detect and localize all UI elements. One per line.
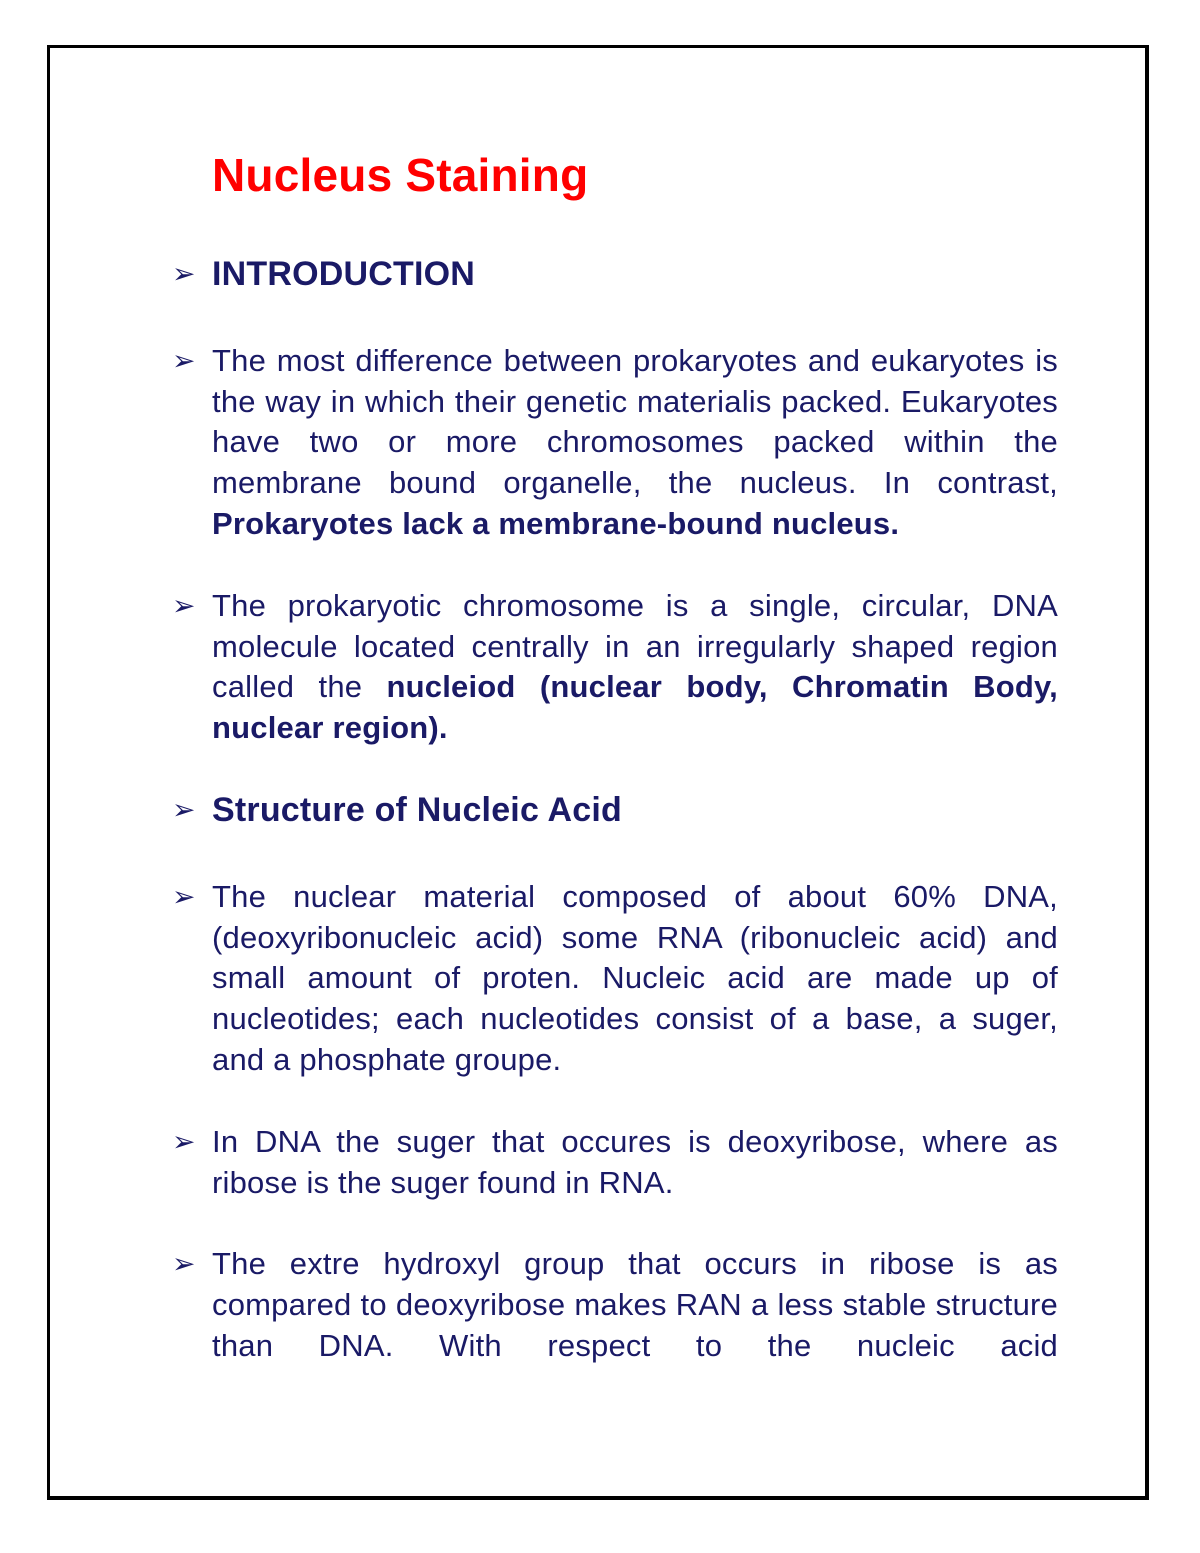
paragraph-emphasis: nucleiod (nuclear body, Chromatin Body, nuclear region). xyxy=(212,669,1058,746)
arrow-bullet-icon: ➢ xyxy=(172,880,196,912)
paragraph-nuclear-material xyxy=(172,877,1058,1081)
paragraph-text: The extre hydroxyl group that occurs in ribose is as compared to deoxyribose makes RAN a less stable structure than DNA. With respect to the nucleic acid xyxy=(212,1246,1058,1363)
arrow-bullet-icon: ➢ xyxy=(172,258,196,289)
paragraph-text: The nuclear material composed of about 60% DNA, (deoxyribonucleic acid) some RNA (ribonucleic acid) and small amount of proten. Nucleic acid are made up of nucleotides; each nucleotides consist of a base, a suger, and a phosphate groupe. xyxy=(212,878,1058,1077)
paragraph-text: In DNA the suger that occures is deoxyribose, where as ribose is the suger found in RNA. xyxy=(212,1123,1058,1200)
arrow-bullet-icon: ➢ xyxy=(172,793,196,825)
arrow-bullet-icon: ➢ xyxy=(172,1125,196,1157)
arrow-bullet-icon: ➢ xyxy=(172,589,196,621)
section-heading-introduction xyxy=(172,254,1058,295)
section-heading-structure xyxy=(172,790,1058,831)
paragraph-eukaryote-difference xyxy=(172,341,1058,545)
paragraph-hydroxyl-group xyxy=(172,1244,1058,1366)
paragraph-prokaryotic-chromosome xyxy=(172,586,1058,749)
arrow-bullet-icon: ➢ xyxy=(172,1248,196,1280)
paragraph-text: The prokaryotic chromosome is a single, circular, DNA molecule located centrally in an irregularly shaped region called the xyxy=(212,587,1058,705)
paragraph-emphasis: Prokaryotes lack a membrane-bound nucleus. xyxy=(212,505,900,541)
heading-text: INTRODUCTION xyxy=(212,255,476,293)
paragraph-text: The most difference between prokaryotes and eukaryotes is the way in which their genetic materialis packed. Eukaryotes have two or more chromosomes packed within the membrane bound organelle, the nucleus. In contrast, xyxy=(212,342,1058,501)
heading-text: Structure of Nucleic Acid xyxy=(212,790,622,829)
arrow-bullet-icon: ➢ xyxy=(172,344,196,376)
document-body xyxy=(172,140,1058,1367)
paragraph-dna-sugar xyxy=(172,1122,1058,1204)
page-title: Nucleus Staining xyxy=(212,149,589,201)
